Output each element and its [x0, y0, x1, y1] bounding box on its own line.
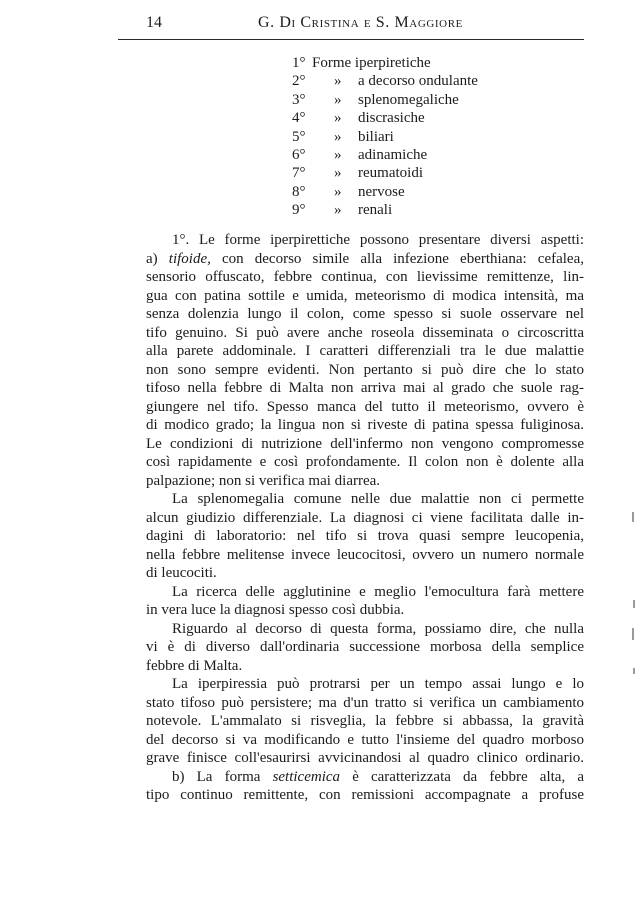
- text-run: a): [146, 250, 169, 267]
- text-line: così rapidamente e così profondamente. Il colon non è dolente alla: [146, 454, 584, 470]
- scan-mark: [633, 668, 635, 674]
- text-line: La iperpiressia può protrarsi per un tempo assai lungo e lo: [172, 676, 584, 692]
- page-header: [146, 14, 582, 38]
- form-name: a decorso ondulante: [358, 73, 478, 90]
- form-number: 8°: [292, 183, 306, 200]
- text-line: senza dolenzia lungo il colon, come spesso si suole osservare nel: [146, 306, 584, 322]
- form-number: 1°: [292, 55, 306, 71]
- text-line: notevole. L'ammalato si risveglia, la febbre si abbassa, la gravità: [146, 713, 584, 729]
- text-line: di modico grado; la lingua non si riveste di patina spessa fuliginosa.: [146, 417, 584, 433]
- text-line: La splenomegalia comune nelle due malattie non ci permette: [172, 491, 584, 507]
- form-number: 6°: [292, 146, 306, 163]
- form-name: Forme iperpiretiche: [312, 55, 431, 71]
- form-name: adinamiche: [358, 146, 428, 163]
- text-line: sensorio offuscato, febbre continua, con lievissime remittenze, lin-: [146, 269, 584, 285]
- text-line: La ricerca delle agglutinine e meglio l'emocultura farà mettere: [172, 583, 584, 600]
- form-name: splenomegaliche: [358, 91, 459, 108]
- form-name: discrasiche: [358, 110, 425, 127]
- ditto-mark: »: [334, 165, 342, 182]
- text-line: tifo genuino. Si può avere anche roseola disseminata o circoscritta: [146, 324, 584, 341]
- form-name: biliari: [358, 128, 394, 145]
- text-line: palpazione; non si verifica mai diarrea.: [146, 472, 381, 489]
- text-line: vi è di diverso dall'ordinaria successione morbosa della semplice: [146, 639, 584, 655]
- text-line: gua con patina sottile e umida, meteorismo di modica intensità, ma: [146, 287, 584, 304]
- form-number: 4°: [292, 110, 306, 127]
- text-line: non sono sempre evidenti. Non pertanto si può dire che lo stato: [146, 361, 584, 378]
- text-line: tipo continuo remittente, con remissioni accompagnate a profuse: [146, 787, 584, 803]
- form-number: 9°: [292, 202, 306, 219]
- scan-mark: [632, 512, 634, 522]
- form-name: reumatoidi: [358, 165, 423, 182]
- text-line: alcun giudizio differenziale. La diagnosi ci viene facilitata dalle in-: [146, 509, 584, 526]
- text-run: b) La forma: [172, 768, 273, 785]
- form-number: 3°: [292, 91, 306, 108]
- text-line: Riguardo al decorso di questa forma, possiamo dire, che nulla: [172, 620, 584, 637]
- italic-term: setticemica: [272, 768, 341, 785]
- text-line: nella febbre melitense invece leucocitosi, ovvero un numero normale: [146, 546, 584, 563]
- header-rule: [118, 39, 584, 40]
- ditto-mark: »: [334, 146, 342, 163]
- text-line: alla parete addominale. I caratteri differenziali tra le due malattie: [146, 343, 584, 359]
- text-line: Le condizioni di nutrizione dell'infermo non vengono compromesse: [146, 435, 584, 452]
- text-run: con decorso simile alla infezione eberthiana: cefalea,: [210, 250, 584, 267]
- text-line: 1°. Le forme iperpirettiche possono presentare diversi aspetti:: [172, 232, 584, 248]
- ditto-mark: »: [334, 128, 342, 145]
- form-name: renali: [358, 202, 393, 219]
- text-line: tifoso nella febbre di Malta non arriva mai al grado che suole rag-: [146, 380, 584, 396]
- page-number: 14: [146, 14, 162, 31]
- text-line: grave finisce coll'esaurirsi avvicinandosi al quadro clinico ordinario.: [146, 750, 584, 766]
- text-line: in vera luce la diagnosi spesso così dubbia.: [146, 602, 405, 618]
- ditto-mark: »: [334, 73, 342, 90]
- text-line: febbre di Malta.: [146, 657, 243, 674]
- ditto-mark: »: [334, 110, 342, 127]
- text-line: [146, 250, 584, 269]
- scan-mark: [632, 628, 634, 640]
- scan-mark: [633, 600, 635, 608]
- italic-term: tifoide,: [168, 250, 211, 267]
- body-text: [146, 231, 584, 805]
- form-name: nervose: [358, 183, 405, 200]
- running-title: G. Di Cristina e S. Maggiore: [258, 14, 463, 31]
- ditto-mark: »: [334, 202, 342, 219]
- text-line: del decorso si va modificando e tutto l'insieme del quadro morboso: [146, 731, 584, 748]
- text-line: stato tifoso può persistere; ma d'un tratto si verifica un cambiamento: [146, 694, 584, 711]
- text-line: [146, 768, 584, 787]
- ditto-mark: »: [334, 91, 342, 108]
- text-run: è caratterizzata da febbre alta, a: [340, 768, 584, 785]
- text-line: di leucociti.: [146, 565, 217, 581]
- text-line: giungere nel tifo. Spesso manca del tutto il meteorismo, ovvero è: [146, 398, 584, 415]
- form-number: 2°: [292, 73, 306, 90]
- text-line: dagini di laboratorio: nel tifo si trova quasi sempre leucopenia,: [146, 528, 584, 544]
- form-number: 5°: [292, 128, 306, 145]
- ditto-mark: »: [334, 183, 342, 200]
- form-number: 7°: [292, 165, 306, 182]
